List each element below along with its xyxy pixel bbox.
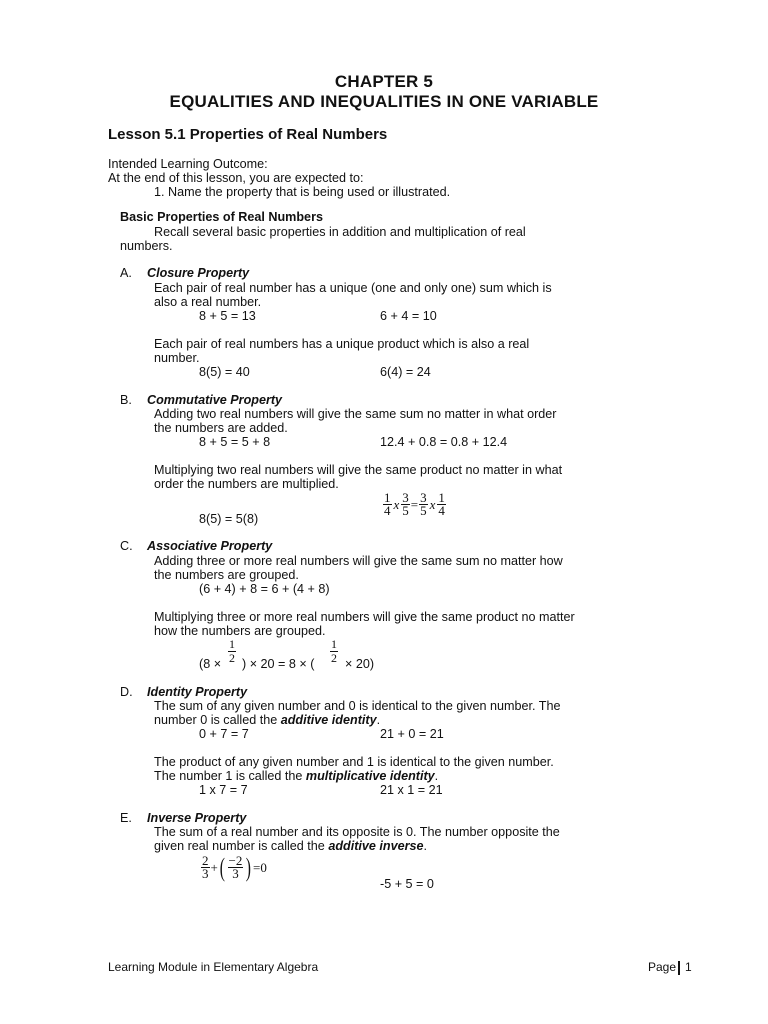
ilo-item-1: 1. Name the property that is being used or illustrated.: [154, 185, 451, 199]
associative-p1-line1: Adding three or more real numbers will give the same sum no matter how: [154, 554, 563, 568]
text: .: [423, 839, 428, 853]
associative-p2-line2: how the numbers are grouped.: [154, 624, 326, 638]
ilo-intro: At the end of this lesson, you are expected to:: [108, 171, 364, 185]
commutative-p1-line2: the numbers are added.: [154, 421, 288, 435]
inverse-example-2: -5 + 5 = 0: [380, 877, 434, 891]
associative-letter: C.: [120, 539, 133, 553]
basic-line-2: numbers.: [120, 239, 173, 253]
numerator: 1: [384, 490, 391, 505]
closure-example-2b: 6(4) = 24: [380, 365, 431, 379]
commutative-p2-line2: order the numbers are multiplied.: [154, 477, 339, 491]
footer-module-title: Learning Module in Elementary Algebra: [108, 960, 319, 974]
numerator: 1: [229, 637, 235, 651]
associative-p2-line1: Multiplying three or more real numbers will give the same product no matter: [154, 610, 575, 624]
identity-p1-line1: The sum of any given number and 0 is identical to the given number. The: [154, 699, 561, 713]
identity-example-1a: 0 + 7 = 7: [199, 727, 249, 741]
page-number: 1: [685, 960, 692, 974]
closure-example-1b: 6 + 4 = 10: [380, 309, 437, 323]
numerator: 1: [438, 490, 445, 505]
identity-p1-line2: [154, 713, 380, 727]
closure-p2-line2: number.: [154, 351, 200, 365]
denominator: 2: [331, 651, 337, 665]
term-multiplicative-identity: multiplicative identity: [305, 769, 435, 783]
commutative-fraction-example: [382, 492, 447, 517]
fraction: [419, 492, 428, 517]
fraction: [437, 492, 446, 517]
fraction: [201, 855, 210, 880]
identity-example-1b: 21 + 0 = 21: [380, 727, 444, 741]
text: .: [376, 713, 381, 727]
term-additive-inverse: additive inverse: [328, 839, 424, 853]
closure-example-2a: 8(5) = 40: [199, 365, 250, 379]
associative-example-2-part3: × 20): [345, 657, 375, 671]
page-divider: [678, 961, 680, 975]
times-x: x: [393, 496, 400, 512]
ilo-heading: Intended Learning Outcome:: [108, 157, 268, 171]
identity-example-2b: 21 x 1 = 21: [380, 783, 443, 797]
text: given real number is called the: [154, 839, 329, 853]
commutative-p1-line1: Adding two real numbers will give the same sum no matter in what order: [154, 407, 557, 421]
plus: +: [210, 859, 218, 875]
identity-title: Identity Property: [147, 685, 248, 699]
denominator: 4: [384, 503, 391, 518]
associative-p1-line2: the numbers are grouped.: [154, 568, 299, 582]
commutative-example-2a: 8(5) = 5(8): [199, 512, 259, 526]
basic-line-1: Recall several basic properties in addition and multiplication of real: [154, 225, 526, 239]
basic-heading: Basic Properties of Real Numbers: [120, 210, 323, 224]
closure-title: Closure Property: [147, 266, 250, 280]
associative-example-2-part1: (8 ×: [199, 657, 222, 671]
closure-p1-line1: Each pair of real number has a unique (one and only one) sum which is: [154, 281, 552, 295]
denominator: 5: [420, 503, 427, 518]
chapter-number: CHAPTER 5: [334, 72, 434, 91]
text: number 0 is called the: [154, 713, 281, 727]
associative-example-2-part2: ) × 20 = 8 × (: [242, 657, 315, 671]
closure-letter: A.: [120, 266, 132, 280]
numerator: 3: [402, 490, 409, 505]
inverse-letter: E.: [120, 811, 132, 825]
numerator: 2: [202, 853, 209, 868]
identity-p2-line2: [154, 769, 438, 783]
equals-zero: =0: [253, 859, 267, 875]
denominator: 3: [232, 866, 239, 881]
commutative-example-1b: 12.4 + 0.8 = 0.8 + 12.4: [380, 435, 508, 449]
inverse-p1-line2: [154, 839, 427, 853]
left-paren: (: [219, 852, 225, 882]
numerator: 3: [420, 490, 427, 505]
commutative-title: Commutative Property: [147, 393, 283, 407]
denominator: 5: [402, 503, 409, 518]
closure-example-1a: 8 + 5 = 13: [199, 309, 256, 323]
inverse-p1-line1: The sum of a real number and its opposite is 0. The number opposite the: [154, 825, 560, 839]
identity-p2-line1: The product of any given number and 1 is identical to the given number.: [154, 755, 554, 769]
closure-p1-line2: also a real number.: [154, 295, 262, 309]
denominator: 4: [438, 503, 445, 518]
closure-p2-line1: Each pair of real numbers has a unique product which is also a real: [154, 337, 530, 351]
inverse-title: Inverse Property: [147, 811, 247, 825]
commutative-example-1a: 8 + 5 = 5 + 8: [199, 435, 271, 449]
associative-example-1: (6 + 4) + 8 = 6 + (4 + 8): [199, 582, 330, 596]
denominator: 2: [229, 651, 235, 665]
inverse-fraction-example: [200, 852, 267, 882]
term-additive-identity: additive identity: [280, 713, 377, 727]
fraction: [383, 492, 392, 517]
lesson-title: Lesson 5.1 Properties of Real Numbers: [108, 126, 388, 143]
half-fraction-1: [228, 638, 236, 665]
chapter-title: EQUALITIES AND INEQUALITIES IN ONE VARIABLE: [169, 92, 599, 111]
identity-example-2a: 1 x 7 = 7: [199, 783, 248, 797]
fraction: [228, 855, 244, 880]
commutative-p2-line1: Multiplying two real numbers will give the same product no matter in what: [154, 463, 563, 477]
right-paren: ): [246, 852, 252, 882]
equals: =: [410, 496, 419, 512]
times-x: x: [429, 496, 436, 512]
page-label: Page: [648, 960, 677, 974]
footer-page: [648, 960, 692, 975]
numerator: 1: [331, 637, 337, 651]
fraction: [401, 492, 410, 517]
half-fraction-2: [330, 638, 338, 665]
denominator: 3: [202, 866, 209, 881]
text: The number 1 is called the: [154, 769, 306, 783]
identity-letter: D.: [120, 685, 133, 699]
associative-title: Associative Property: [147, 539, 273, 553]
text: .: [434, 769, 439, 783]
commutative-letter: B.: [120, 393, 132, 407]
numerator: −2: [228, 853, 243, 868]
